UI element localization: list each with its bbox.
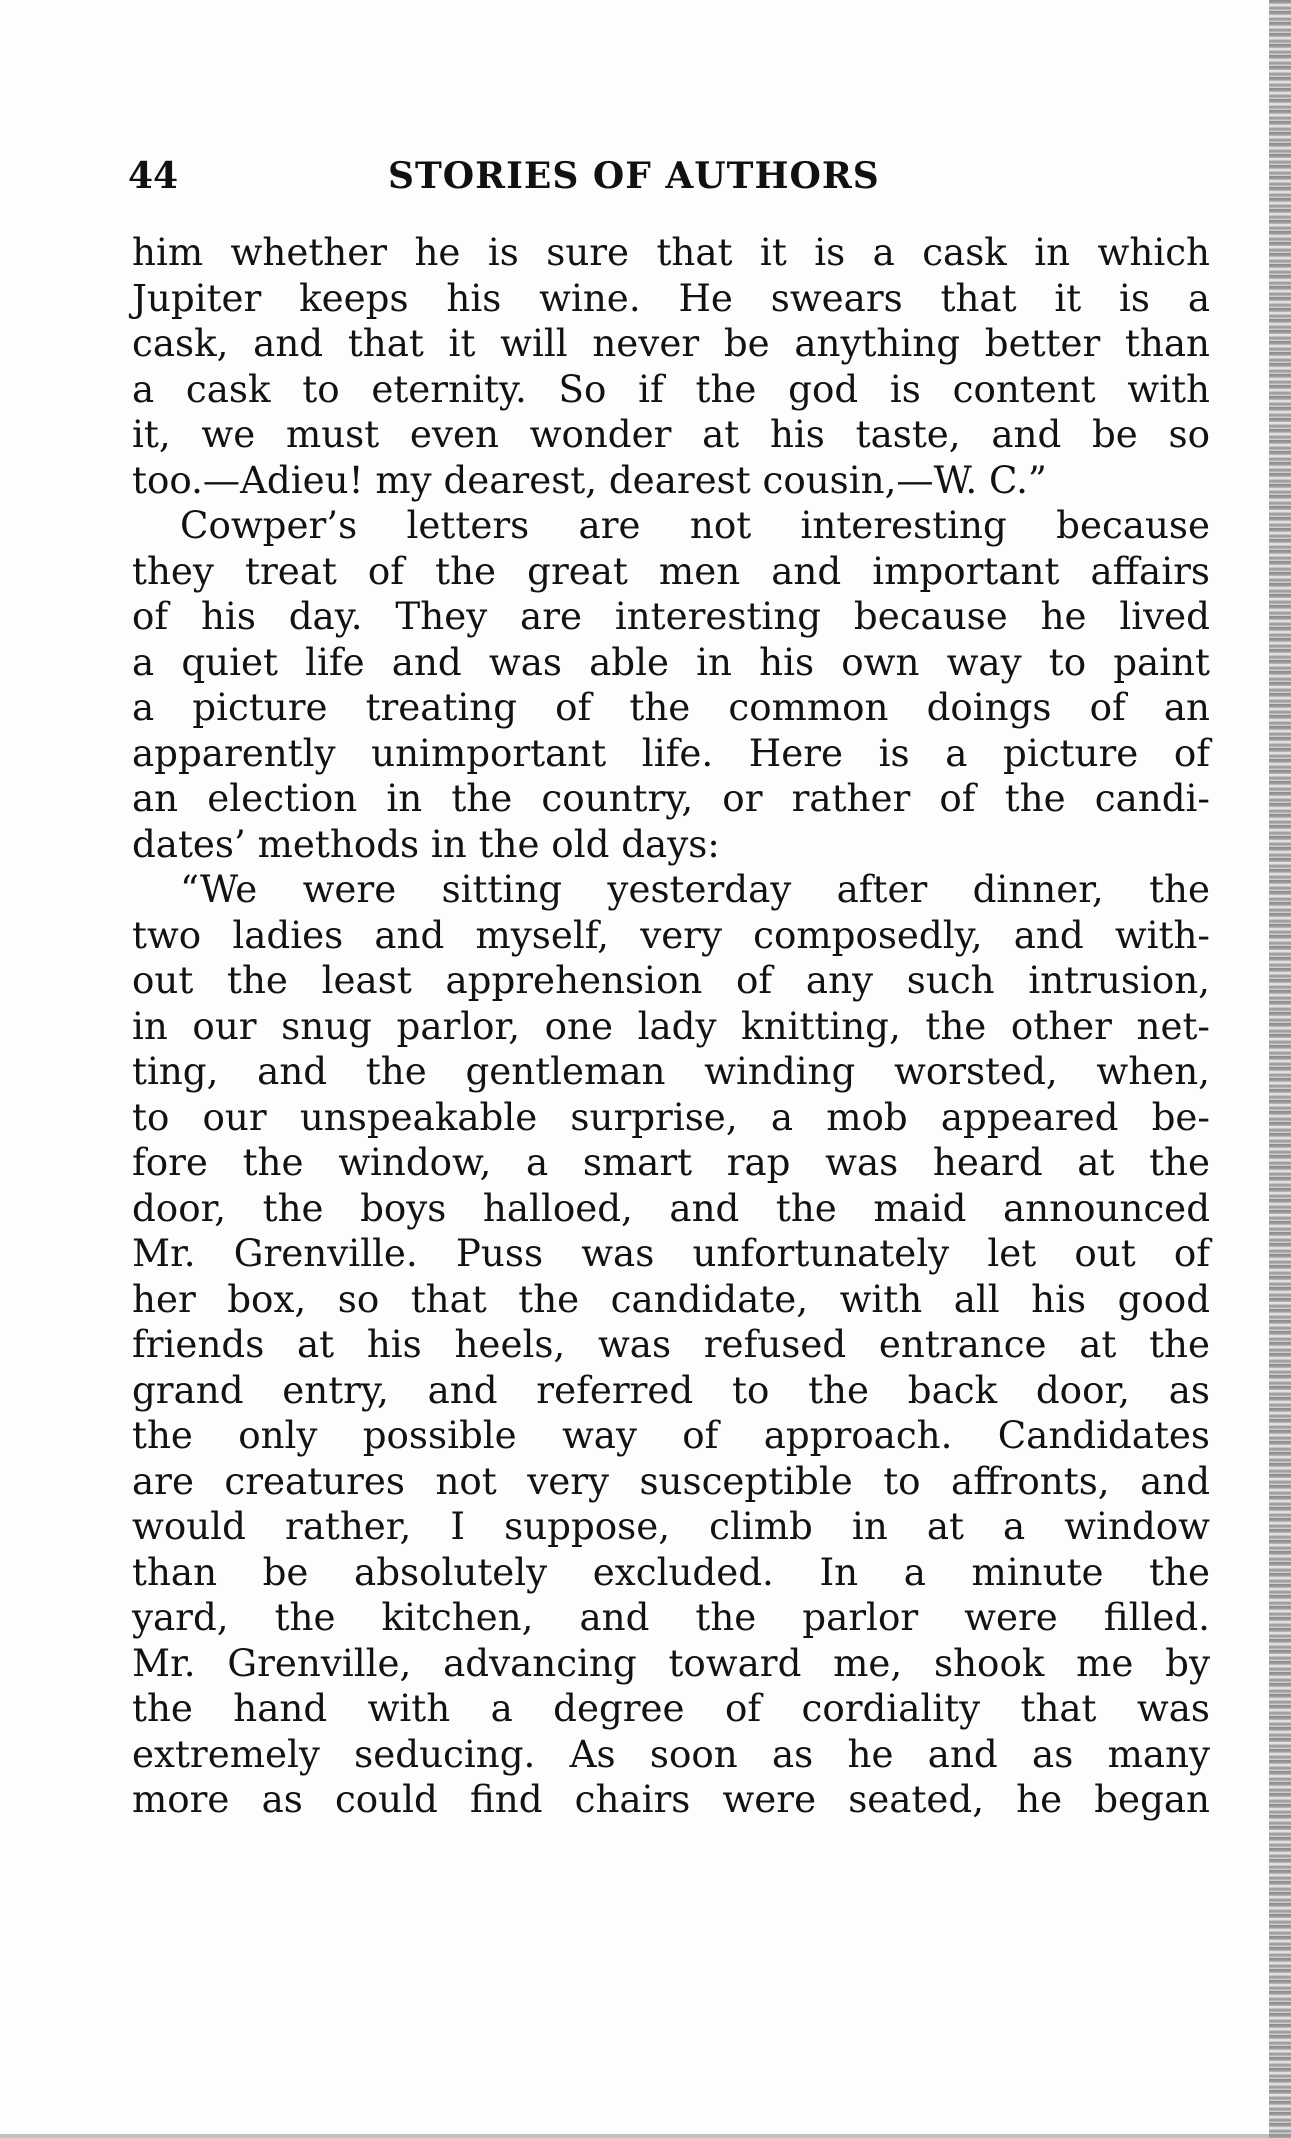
text-line: a cask to eternity. So if the god is content with <box>132 366 1210 411</box>
text-line: grand entry, and referred to the back door, as <box>132 1367 1210 1412</box>
text-line: of his day. They are interesting because he lived <box>132 594 1210 638</box>
text-line: would rather, I suppose, climb in at a window <box>132 1504 1210 1548</box>
text-line: dates’ methods in the old days: <box>132 821 720 866</box>
text-line: Mr. Grenville. Puss was unfortunately let out of <box>132 1231 1210 1275</box>
text-line: “We were sitting yesterday after dinner, the <box>180 867 1210 911</box>
text-line: her box, so that the candidate, with all his good <box>132 1276 1210 1321</box>
text-line: a picture treating of the common doings of an <box>132 685 1210 729</box>
page-edge-shadow <box>1269 0 1291 2138</box>
text-line: Mr. Grenville, advancing toward me, shook me by <box>132 1640 1210 1685</box>
text-line: two ladies and myself, very composedly, and with- <box>132 912 1210 957</box>
text-line: out the least apprehension of any such intrusion, <box>132 958 1210 1002</box>
text-line: to our unspeakable surprise, a mob appeared be- <box>132 1094 1210 1139</box>
text-line: Jupiter keeps his wine. He swears that it is a <box>132 275 1210 320</box>
page-number: 44 <box>128 155 179 197</box>
text-line: an election in the country, or rather of the candi- <box>132 776 1210 820</box>
text-line: are creatures not very susceptible to affronts, and <box>132 1458 1210 1503</box>
text-line: too.—Adieu! my dearest, dearest cousin,—W. C.” <box>132 457 1047 502</box>
text-line: they treat of the great men and important affairs <box>132 548 1210 593</box>
text-line: more as could find chairs were seated, he began <box>132 1777 1210 1821</box>
text-line: a quiet life and was able in his own way to paint <box>132 639 1210 684</box>
text-line: Cowper’s letters are not interesting because <box>180 503 1210 547</box>
text-line: cask, and that it will never be anything better than <box>132 321 1210 365</box>
text-line: fore the window, a smart rap was heard at the <box>132 1140 1210 1184</box>
text-line: it, we must even wonder at his taste, and be so <box>132 412 1210 456</box>
body-text <box>132 230 1210 1823</box>
text-line: ting, and the gentleman winding worsted, when, <box>132 1049 1210 1093</box>
text-line: him whether he is sure that it is a cask in which <box>132 230 1210 274</box>
page-header <box>128 155 1208 201</box>
text-line: extremely seducing. As soon as he and as many <box>132 1731 1210 1776</box>
page-bottom-edge <box>0 2134 1291 2138</box>
text-line: the hand with a degree of cordiality that was <box>132 1686 1210 1730</box>
text-line: yard, the kitchen, and the parlor were filled. <box>132 1595 1210 1639</box>
text-line: than be absolutely excluded. In a minute the <box>132 1549 1210 1594</box>
text-line: in our snug parlor, one lady knitting, the other net- <box>132 1003 1210 1048</box>
text-line: door, the boys halloed, and the maid announced <box>132 1185 1210 1230</box>
text-line: the only possible way of approach. Candidates <box>132 1413 1210 1457</box>
running-head: STORIES OF AUTHORS <box>388 155 880 197</box>
text-line: apparently unimportant life. Here is a picture of <box>132 730 1210 775</box>
text-line: friends at his heels, was refused entrance at the <box>132 1322 1210 1366</box>
